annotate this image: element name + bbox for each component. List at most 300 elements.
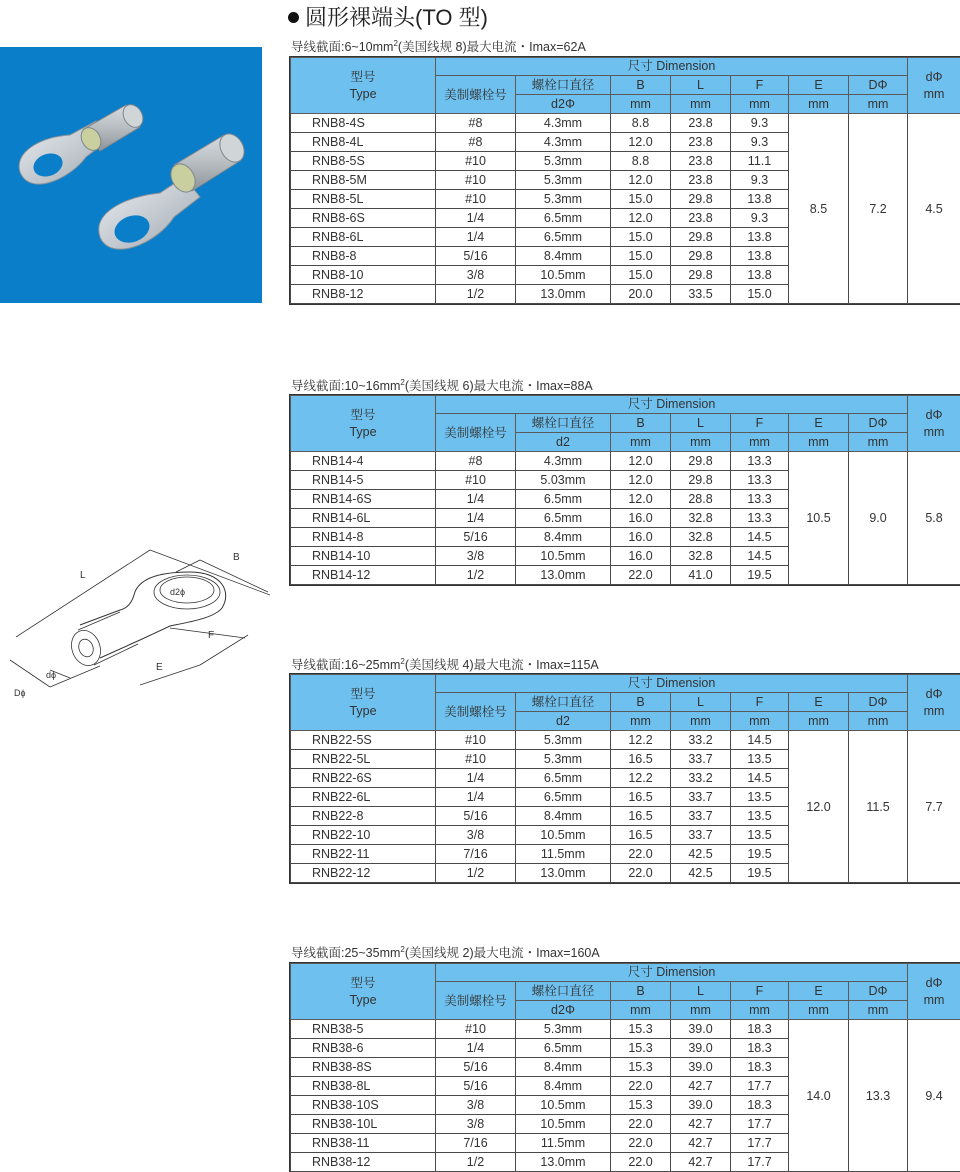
cell-bolt: 1/4 xyxy=(436,769,516,788)
label-D: Dϕ xyxy=(14,688,26,698)
header-label: Type xyxy=(349,704,376,718)
cell-B: 8.8 xyxy=(611,152,671,171)
cell-bolt: #10 xyxy=(436,1020,516,1039)
cell-hole-dia: 6.5mm xyxy=(516,209,611,228)
unit-E: mm xyxy=(789,712,849,731)
cell-hole-dia: 10.5mm xyxy=(516,547,611,566)
unit-L: mm xyxy=(671,95,731,114)
cell-type: RNB8-6L xyxy=(291,228,436,247)
cell-hole-dia: 8.4mm xyxy=(516,247,611,266)
cell-L: 42.7 xyxy=(671,1134,731,1153)
header-B: B xyxy=(611,693,671,712)
spec-table-4 xyxy=(290,963,960,1172)
caption-pre: 导线截面:6~10mm xyxy=(291,40,393,54)
cell-hole-dia: 13.0mm xyxy=(516,285,611,304)
unit-E: mm xyxy=(789,95,849,114)
cell-hole-dia: 5.3mm xyxy=(516,731,611,750)
cell-B: 12.0 xyxy=(611,471,671,490)
header-L: L xyxy=(671,76,731,95)
cell-bolt: 7/16 xyxy=(436,845,516,864)
cell-hole-dia: 10.5mm xyxy=(516,1115,611,1134)
header-hole-dia: 螺栓口直径 xyxy=(516,76,611,95)
cell-bolt: 7/16 xyxy=(436,1134,516,1153)
cell-F: 17.7 xyxy=(731,1115,789,1134)
header-label: 型号 xyxy=(350,976,375,990)
header-B: B xyxy=(611,982,671,1001)
cell-type: RNB8-10 xyxy=(291,266,436,285)
cell-B: 12.2 xyxy=(611,731,671,750)
cell-hole-dia: 5.3mm xyxy=(516,152,611,171)
header-label: 型号 xyxy=(350,70,375,84)
cell-L: 28.8 xyxy=(671,490,731,509)
header-label: dΦ xyxy=(926,70,943,84)
header-label: 型号 xyxy=(350,687,375,701)
header-B: B xyxy=(611,414,671,433)
cell-F: 18.3 xyxy=(731,1039,789,1058)
cell-F: 14.5 xyxy=(731,731,789,750)
header-d2: d2Φ xyxy=(516,1001,611,1020)
cell-F: 13.5 xyxy=(731,788,789,807)
header-D: DΦ xyxy=(849,76,908,95)
cell-L: 23.8 xyxy=(671,133,731,152)
cell-L: 42.5 xyxy=(671,864,731,883)
header-dimension: 尺寸 Dimension xyxy=(436,396,908,414)
unit-F: mm xyxy=(731,1001,789,1020)
header-D: DΦ xyxy=(849,982,908,1001)
header-F: F xyxy=(731,76,789,95)
cell-B: 15.3 xyxy=(611,1039,671,1058)
cell-bolt: #10 xyxy=(436,171,516,190)
unit-E: mm xyxy=(789,1001,849,1020)
header-E: E xyxy=(789,76,849,95)
cell-bolt: 1/4 xyxy=(436,788,516,807)
cell-F: 13.8 xyxy=(731,190,789,209)
cell-hole-dia: 13.0mm xyxy=(516,566,611,585)
caption-post: (美国线规 2)最大电流・Imax=160A xyxy=(405,946,600,960)
cell-E: 14.0 xyxy=(789,1020,849,1172)
cell-B: 16.5 xyxy=(611,807,671,826)
cell-bolt: 1/4 xyxy=(436,1039,516,1058)
cell-type: RNB14-6L xyxy=(291,509,436,528)
cell-bolt: 1/2 xyxy=(436,285,516,304)
cell-bolt: 1/2 xyxy=(436,864,516,883)
cell-B: 15.0 xyxy=(611,247,671,266)
cell-bolt: 3/8 xyxy=(436,1096,516,1115)
cell-F: 13.3 xyxy=(731,471,789,490)
cell-bolt: #8 xyxy=(436,133,516,152)
cell-F: 13.5 xyxy=(731,826,789,845)
cell-F: 17.7 xyxy=(731,1077,789,1096)
cell-L: 23.8 xyxy=(671,114,731,133)
header-E: E xyxy=(789,693,849,712)
header-d2: d2 xyxy=(516,433,611,452)
cell-L: 23.8 xyxy=(671,171,731,190)
cell-B: 22.0 xyxy=(611,1077,671,1096)
cell-F: 13.8 xyxy=(731,266,789,285)
cell-type: RNB22-5L xyxy=(291,750,436,769)
cell-L: 32.8 xyxy=(671,509,731,528)
cell-hole-dia: 4.3mm xyxy=(516,114,611,133)
cell-hole-dia: 5.03mm xyxy=(516,471,611,490)
header-label: dΦ xyxy=(926,976,943,990)
section-caption-4 xyxy=(291,943,600,961)
cell-F: 19.5 xyxy=(731,845,789,864)
cell-B: 12.0 xyxy=(611,452,671,471)
unit-D: mm xyxy=(849,1001,908,1020)
cell-hole-dia: 6.5mm xyxy=(516,788,611,807)
cell-bolt: #10 xyxy=(436,731,516,750)
cell-bolt: 3/8 xyxy=(436,1115,516,1134)
cell-d: 4.5 xyxy=(908,114,960,304)
cell-L: 33.7 xyxy=(671,750,731,769)
cell-type: RNB22-6L xyxy=(291,788,436,807)
cell-bolt: 1/4 xyxy=(436,490,516,509)
cell-E: 8.5 xyxy=(789,114,849,304)
header-label: Type xyxy=(349,425,376,439)
header-label: mm xyxy=(924,425,945,439)
cell-B: 16.5 xyxy=(611,826,671,845)
header-bolt: 美制螺栓号 xyxy=(436,982,516,1020)
cell-type: RNB8-5M xyxy=(291,171,436,190)
cell-F: 9.3 xyxy=(731,171,789,190)
cell-type: RNB8-4S xyxy=(291,114,436,133)
header-E: E xyxy=(789,414,849,433)
unit-B: mm xyxy=(611,433,671,452)
cell-bolt: 1/4 xyxy=(436,209,516,228)
cell-type: RNB38-8S xyxy=(291,1058,436,1077)
cell-d: 7.7 xyxy=(908,731,960,883)
cell-bolt: #8 xyxy=(436,114,516,133)
cell-bolt: 1/2 xyxy=(436,566,516,585)
cell-L: 23.8 xyxy=(671,152,731,171)
header-d xyxy=(908,58,960,114)
unit-D: mm xyxy=(849,433,908,452)
cell-B: 15.0 xyxy=(611,266,671,285)
header-label: 型号 xyxy=(350,408,375,422)
cell-F: 18.3 xyxy=(731,1020,789,1039)
cell-hole-dia: 6.5mm xyxy=(516,490,611,509)
cell-F: 9.3 xyxy=(731,209,789,228)
section-caption-1 xyxy=(291,37,586,55)
spec-table-1 xyxy=(290,57,960,304)
cell-type: RNB8-12 xyxy=(291,285,436,304)
header-label: mm xyxy=(924,993,945,1007)
header-bolt: 美制螺栓号 xyxy=(436,76,516,114)
label-d2: d2ϕ xyxy=(170,587,185,597)
header-type xyxy=(291,396,436,452)
header-D: DΦ xyxy=(849,693,908,712)
cell-B: 8.8 xyxy=(611,114,671,133)
cell-hole-dia: 10.5mm xyxy=(516,826,611,845)
cell-hole-dia: 5.3mm xyxy=(516,190,611,209)
header-bolt: 美制螺栓号 xyxy=(436,693,516,731)
header-hole-dia: 螺栓口直径 xyxy=(516,414,611,433)
product-photo xyxy=(0,47,262,303)
spec-table-3 xyxy=(290,674,960,883)
cell-D: 11.5 xyxy=(849,731,908,883)
cell-hole-dia: 13.0mm xyxy=(516,864,611,883)
cell-bolt: 1/2 xyxy=(436,1153,516,1172)
cell-hole-dia: 8.4mm xyxy=(516,1058,611,1077)
cell-L: 33.5 xyxy=(671,285,731,304)
cell-B: 12.0 xyxy=(611,171,671,190)
page-title xyxy=(288,1,488,32)
unit-F: mm xyxy=(731,433,789,452)
label-L: L xyxy=(80,570,86,581)
unit-F: mm xyxy=(731,712,789,731)
unit-L: mm xyxy=(671,712,731,731)
cell-type: RNB14-5 xyxy=(291,471,436,490)
table-row xyxy=(291,731,960,750)
header-L: L xyxy=(671,693,731,712)
cell-L: 33.7 xyxy=(671,807,731,826)
cell-type: RNB38-11 xyxy=(291,1134,436,1153)
cell-hole-dia: 10.5mm xyxy=(516,1096,611,1115)
header-F: F xyxy=(731,982,789,1001)
bullet-icon xyxy=(288,12,299,23)
cell-hole-dia: 6.5mm xyxy=(516,769,611,788)
cell-L: 29.8 xyxy=(671,228,731,247)
cell-type: RNB8-4L xyxy=(291,133,436,152)
unit-D: mm xyxy=(849,712,908,731)
unit-L: mm xyxy=(671,1001,731,1020)
unit-B: mm xyxy=(611,1001,671,1020)
header-d xyxy=(908,675,960,731)
cell-F: 13.3 xyxy=(731,509,789,528)
cell-F: 14.5 xyxy=(731,547,789,566)
cell-L: 42.7 xyxy=(671,1077,731,1096)
cell-type: RNB38-10L xyxy=(291,1115,436,1134)
section-caption-3 xyxy=(291,655,599,673)
section-caption-2 xyxy=(291,376,593,394)
cell-B: 15.3 xyxy=(611,1096,671,1115)
cell-hole-dia: 5.3mm xyxy=(516,750,611,769)
header-label: dΦ xyxy=(926,408,943,422)
cell-L: 29.8 xyxy=(671,247,731,266)
cell-bolt: 5/16 xyxy=(436,247,516,266)
cell-L: 29.8 xyxy=(671,452,731,471)
header-label: mm xyxy=(924,87,945,101)
cell-B: 22.0 xyxy=(611,1115,671,1134)
cell-type: RNB8-5L xyxy=(291,190,436,209)
unit-B: mm xyxy=(611,712,671,731)
unit-F: mm xyxy=(731,95,789,114)
cell-F: 14.5 xyxy=(731,528,789,547)
header-d xyxy=(908,396,960,452)
cell-D: 7.2 xyxy=(849,114,908,304)
cell-bolt: 5/16 xyxy=(436,528,516,547)
cell-hole-dia: 5.3mm xyxy=(516,1020,611,1039)
cell-L: 33.7 xyxy=(671,788,731,807)
cell-B: 16.5 xyxy=(611,788,671,807)
cell-hole-dia: 8.4mm xyxy=(516,807,611,826)
cell-B: 16.0 xyxy=(611,509,671,528)
label-B: B xyxy=(233,552,240,563)
cell-F: 13.8 xyxy=(731,228,789,247)
header-d xyxy=(908,964,960,1020)
cell-type: RNB22-8 xyxy=(291,807,436,826)
cell-hole-dia: 13.0mm xyxy=(516,1153,611,1172)
header-label: dΦ xyxy=(926,687,943,701)
cell-bolt: #8 xyxy=(436,452,516,471)
cell-hole-dia: 8.4mm xyxy=(516,528,611,547)
cell-hole-dia: 4.3mm xyxy=(516,133,611,152)
cell-L: 32.8 xyxy=(671,547,731,566)
cell-B: 16.0 xyxy=(611,528,671,547)
cell-B: 12.0 xyxy=(611,490,671,509)
cell-bolt: 3/8 xyxy=(436,547,516,566)
cell-hole-dia: 6.5mm xyxy=(516,1039,611,1058)
cell-F: 15.0 xyxy=(731,285,789,304)
cell-bolt: 5/16 xyxy=(436,1058,516,1077)
cell-B: 22.0 xyxy=(611,864,671,883)
cell-L: 32.8 xyxy=(671,528,731,547)
ring-terminal-photo-icon xyxy=(0,47,262,303)
cell-L: 41.0 xyxy=(671,566,731,585)
caption-post: (美国线规 4)最大电流・Imax=115A xyxy=(405,658,599,672)
header-F: F xyxy=(731,414,789,433)
cell-F: 13.5 xyxy=(731,807,789,826)
cell-type: RNB22-5S xyxy=(291,731,436,750)
cell-L: 42.5 xyxy=(671,845,731,864)
cell-hole-dia: 11.5mm xyxy=(516,845,611,864)
cell-d: 9.4 xyxy=(908,1020,960,1172)
cell-F: 13.8 xyxy=(731,247,789,266)
caption-sup: 2 xyxy=(400,945,404,954)
cell-type: RNB22-12 xyxy=(291,864,436,883)
cell-L: 42.7 xyxy=(671,1153,731,1172)
cell-B: 22.0 xyxy=(611,845,671,864)
header-L: L xyxy=(671,982,731,1001)
cell-type: RNB14-12 xyxy=(291,566,436,585)
cell-type: RNB8-8 xyxy=(291,247,436,266)
cell-L: 23.8 xyxy=(671,209,731,228)
cell-bolt: #10 xyxy=(436,152,516,171)
cell-type: RNB38-10S xyxy=(291,1096,436,1115)
header-label: Type xyxy=(349,87,376,101)
cell-E: 10.5 xyxy=(789,452,849,585)
cell-B: 15.0 xyxy=(611,190,671,209)
cell-hole-dia: 8.4mm xyxy=(516,1077,611,1096)
cell-L: 29.8 xyxy=(671,471,731,490)
header-L: L xyxy=(671,414,731,433)
cell-F: 9.3 xyxy=(731,114,789,133)
cell-type: RNB22-6S xyxy=(291,769,436,788)
header-hole-dia: 螺栓口直径 xyxy=(516,693,611,712)
header-dimension: 尺寸 Dimension xyxy=(436,675,908,693)
cell-type: RNB14-6S xyxy=(291,490,436,509)
cell-B: 12.0 xyxy=(611,209,671,228)
cell-F: 14.5 xyxy=(731,769,789,788)
header-dimension: 尺寸 Dimension xyxy=(436,964,908,982)
cell-B: 15.3 xyxy=(611,1058,671,1077)
cell-F: 13.3 xyxy=(731,490,789,509)
dimension-diagram xyxy=(0,530,270,705)
cell-hole-dia: 4.3mm xyxy=(516,452,611,471)
cell-bolt: 3/8 xyxy=(436,266,516,285)
cell-L: 33.2 xyxy=(671,731,731,750)
page-title-text: 圆形裸端头(TO 型) xyxy=(305,5,488,30)
cell-d: 5.8 xyxy=(908,452,960,585)
cell-L: 42.7 xyxy=(671,1115,731,1134)
cell-D: 9.0 xyxy=(849,452,908,585)
cell-L: 39.0 xyxy=(671,1058,731,1077)
cell-L: 33.2 xyxy=(671,769,731,788)
cell-bolt: #10 xyxy=(436,471,516,490)
cell-type: RNB14-4 xyxy=(291,452,436,471)
cell-bolt: 1/4 xyxy=(436,228,516,247)
header-F: F xyxy=(731,693,789,712)
header-label: Type xyxy=(349,993,376,1007)
cell-hole-dia: 10.5mm xyxy=(516,266,611,285)
cell-B: 22.0 xyxy=(611,566,671,585)
caption-pre: 导线截面:16~25mm xyxy=(291,658,400,672)
cell-bolt: #10 xyxy=(436,190,516,209)
caption-pre: 导线截面:25~35mm xyxy=(291,946,400,960)
caption-sup: 2 xyxy=(400,378,404,387)
cell-type: RNB38-6 xyxy=(291,1039,436,1058)
cell-type: RNB38-12 xyxy=(291,1153,436,1172)
header-bolt: 美制螺栓号 xyxy=(436,414,516,452)
header-d2: d2Φ xyxy=(516,95,611,114)
cell-B: 15.3 xyxy=(611,1020,671,1039)
cell-L: 33.7 xyxy=(671,826,731,845)
caption-sup: 2 xyxy=(400,657,404,666)
cell-F: 17.7 xyxy=(731,1153,789,1172)
cell-hole-dia: 6.5mm xyxy=(516,228,611,247)
caption-sup: 2 xyxy=(393,39,397,48)
table-row xyxy=(291,1020,960,1039)
cell-L: 29.8 xyxy=(671,190,731,209)
cell-L: 39.0 xyxy=(671,1039,731,1058)
cell-F: 17.7 xyxy=(731,1134,789,1153)
cell-type: RNB14-10 xyxy=(291,547,436,566)
cell-F: 13.3 xyxy=(731,452,789,471)
cell-type: RNB8-5S xyxy=(291,152,436,171)
cell-bolt: #10 xyxy=(436,750,516,769)
cell-type: RNB38-5 xyxy=(291,1020,436,1039)
unit-B: mm xyxy=(611,95,671,114)
cell-B: 20.0 xyxy=(611,285,671,304)
header-D: DΦ xyxy=(849,414,908,433)
cell-F: 19.5 xyxy=(731,566,789,585)
label-F: F xyxy=(208,630,214,641)
label-E: E xyxy=(156,662,163,673)
cell-type: RNB22-10 xyxy=(291,826,436,845)
table-row xyxy=(291,114,960,133)
cell-B: 22.0 xyxy=(611,1134,671,1153)
cell-bolt: 5/16 xyxy=(436,1077,516,1096)
label-d: dϕ xyxy=(46,670,56,680)
cell-E: 12.0 xyxy=(789,731,849,883)
caption-post: (美国线规 8)最大电流・Imax=62A xyxy=(398,40,586,54)
cell-hole-dia: 5.3mm xyxy=(516,171,611,190)
cell-type: RNB22-11 xyxy=(291,845,436,864)
cell-F: 13.5 xyxy=(731,750,789,769)
unit-E: mm xyxy=(789,433,849,452)
cell-hole-dia: 11.5mm xyxy=(516,1134,611,1153)
cell-bolt: 1/4 xyxy=(436,509,516,528)
cell-F: 11.1 xyxy=(731,152,789,171)
cell-B: 22.0 xyxy=(611,1153,671,1172)
spec-table-2 xyxy=(290,395,960,585)
caption-post: (美国线规 6)最大电流・Imax=88A xyxy=(405,379,593,393)
cell-L: 39.0 xyxy=(671,1096,731,1115)
cell-bolt: 5/16 xyxy=(436,807,516,826)
cell-F: 18.3 xyxy=(731,1096,789,1115)
unit-L: mm xyxy=(671,433,731,452)
header-hole-dia: 螺栓口直径 xyxy=(516,982,611,1001)
